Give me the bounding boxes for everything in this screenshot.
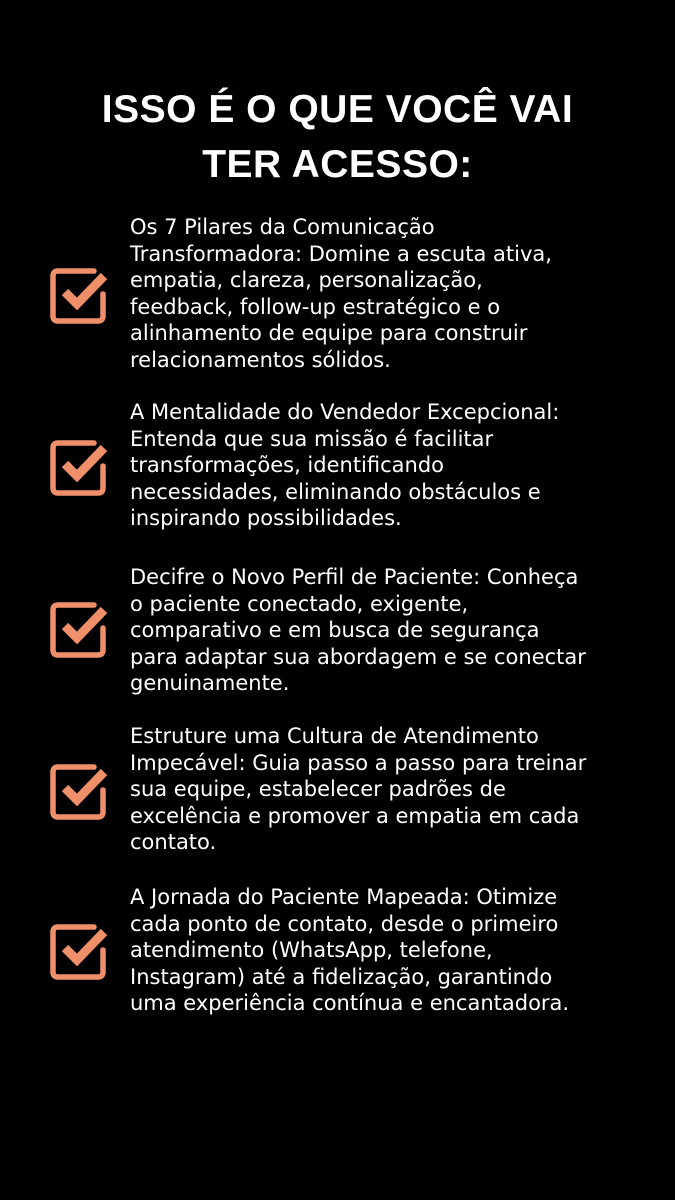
benefit-text	[130, 723, 586, 856]
benefit-text-line: A Jornada do Paciente Mapeada: Otimize	[130, 885, 558, 909]
benefit-text	[130, 564, 586, 697]
checkbox-checked-icon	[50, 600, 108, 658]
benefit-text-line: Os 7 Pilares da Comunicação	[130, 215, 435, 239]
benefit-text-line: necessidades, eliminando obstáculos e	[130, 479, 541, 504]
benefit-text-line: Decifre o Novo Perfil de Paciente: Conheça	[130, 565, 579, 589]
benefit-text-line: transformações, identificando	[130, 453, 445, 478]
benefit-text-line: Transformadora: Domine a escuta ativa,	[130, 241, 552, 266]
benefit-text-line: inspirando possibilidades.	[130, 506, 402, 531]
benefit-text-line: atendimento (WhatsApp, telefone,	[130, 938, 493, 963]
benefit-text-line: Estruture uma Cultura de Atendimento	[130, 724, 539, 748]
benefit-text-line: uma experiência contínua e encantadora.	[130, 991, 570, 1016]
page-title	[0, 82, 675, 192]
benefit-text-line: alinhamento de equipe para construir	[130, 321, 528, 346]
benefit-text-line: relacionamentos sólidos.	[130, 347, 391, 372]
title-line: ISSO É O QUE VOCÊ VAI	[101, 88, 574, 131]
checkbox-checked-icon	[50, 438, 108, 496]
benefit-text-line: o paciente conectado, exigente,	[130, 591, 469, 616]
checkbox-checked-icon	[50, 922, 108, 980]
benefit-text-line: Impecável: Guia passo a passo para treinar	[130, 750, 587, 775]
benefit-text-line: empatia, clareza, personalização,	[130, 268, 483, 293]
benefit-text-line: excelência e promover a empatia em cada	[130, 803, 580, 828]
benefit-text-line: Instagram) até a fidelização, garantindo	[130, 964, 553, 989]
benefit-text-line: comparativo e em busca de segurança	[130, 618, 540, 643]
benefit-text-line: A Mentalidade do Vendedor Excepcional:	[130, 400, 560, 424]
benefit-text-line: contato.	[130, 830, 217, 855]
checkbox-checked-icon	[50, 266, 108, 324]
benefit-text-line: Entenda que sua missão é facilitar	[130, 426, 494, 451]
benefit-text	[130, 399, 559, 532]
benefit-text-line: para adaptar sua abordagem e se conectar	[130, 644, 586, 669]
benefit-text	[130, 214, 552, 374]
benefit-text-line: genuinamente.	[130, 671, 290, 696]
title-line: TER ACESSO:	[202, 143, 473, 186]
benefit-text-line: sua equipe, estabelecer padrões de	[130, 777, 506, 802]
checkbox-checked-icon	[50, 762, 108, 820]
benefit-text	[130, 884, 569, 1017]
benefit-text-line: feedback, follow-up estratégico e o	[130, 294, 501, 319]
benefit-text-line: cada ponto de contato, desde o primeiro	[130, 911, 559, 936]
